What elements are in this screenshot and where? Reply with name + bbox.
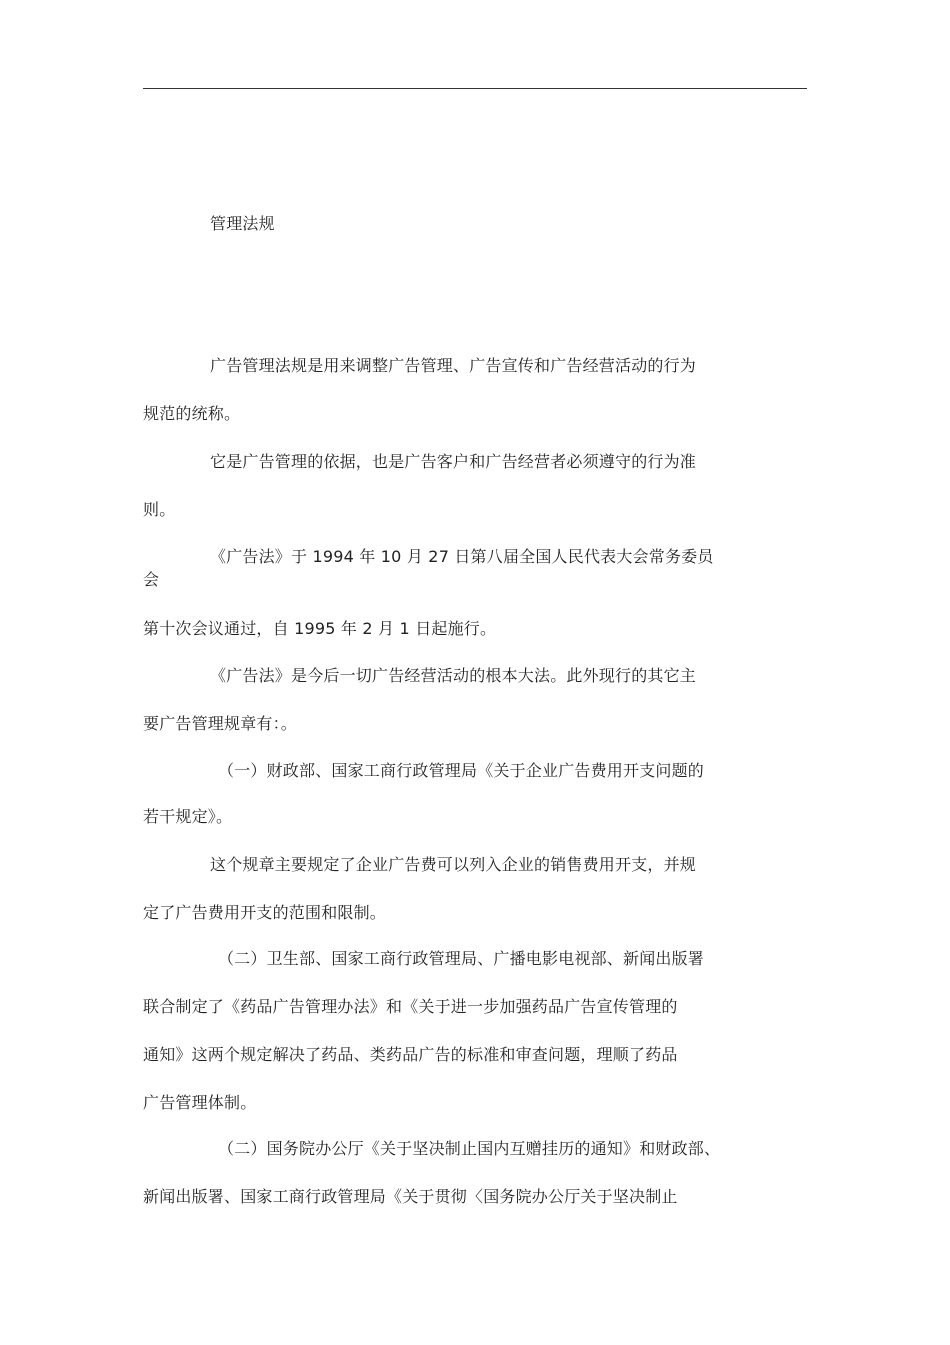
paragraph-line: 新闻出版署、国家工商行政管理局《关于贯彻〈国务院办公厅关于坚决制止 <box>143 1187 678 1206</box>
paragraph-line: 联合制定了《药品广告管理办法》和《关于进一步加强药品广告宣传管理的 <box>143 997 678 1016</box>
paragraph-line: 通知》这两个规定解决了药品、类药品广告的标准和审查问题，理顺了药品 <box>143 1045 678 1064</box>
paragraph-line: 广告管理体制。 <box>143 1093 257 1112</box>
paragraph-line: （二）卫生部、国家工商行政管理局、广播电影电视部、新闻出版署 <box>218 949 705 968</box>
paragraph-line: 规范的统称。 <box>143 404 241 423</box>
paragraph-line: （一）财政部、国家工商行政管理局《关于企业广告费用开支问题的 <box>218 761 705 780</box>
paragraph-line: 广告管理法规是用来调整广告管理、广告宣传和广告经营活动的行为 <box>210 356 697 375</box>
paragraph-line: 会 <box>143 570 160 589</box>
paragraph-line: 第十次会议通过，自 1995 年 2 月 1 日起施行。 <box>143 619 497 638</box>
paragraph-line: 这个规章主要规定了企业广告费可以列入企业的销售费用开支，并规 <box>210 855 697 874</box>
paragraph-line: 若干规定》。 <box>143 807 233 826</box>
paragraph-line: 则。 <box>143 500 176 519</box>
header-rule <box>143 88 807 89</box>
paragraph-line: 《广告法》是今后一切广告经营活动的根本大法。此外现行的其它主 <box>210 666 697 685</box>
paragraph-line: 定了广告费用开支的范围和限制。 <box>143 903 387 922</box>
paragraph-line: （二）国务院办公厅《关于坚决制止国内互赠挂历的通知》和财政部、 <box>218 1139 721 1158</box>
paragraph-line: 它是广告管理的依据，也是广告客户和广告经营者必须遵守的行为准 <box>210 452 697 471</box>
section-title: 管理法规 <box>210 214 275 233</box>
paragraph-line: 要广告管理规章有：。 <box>143 714 298 733</box>
paragraph-line: 《广告法》于 1994 年 10 月 27 日第八届全国人民代表大会常务委员 <box>210 547 714 566</box>
